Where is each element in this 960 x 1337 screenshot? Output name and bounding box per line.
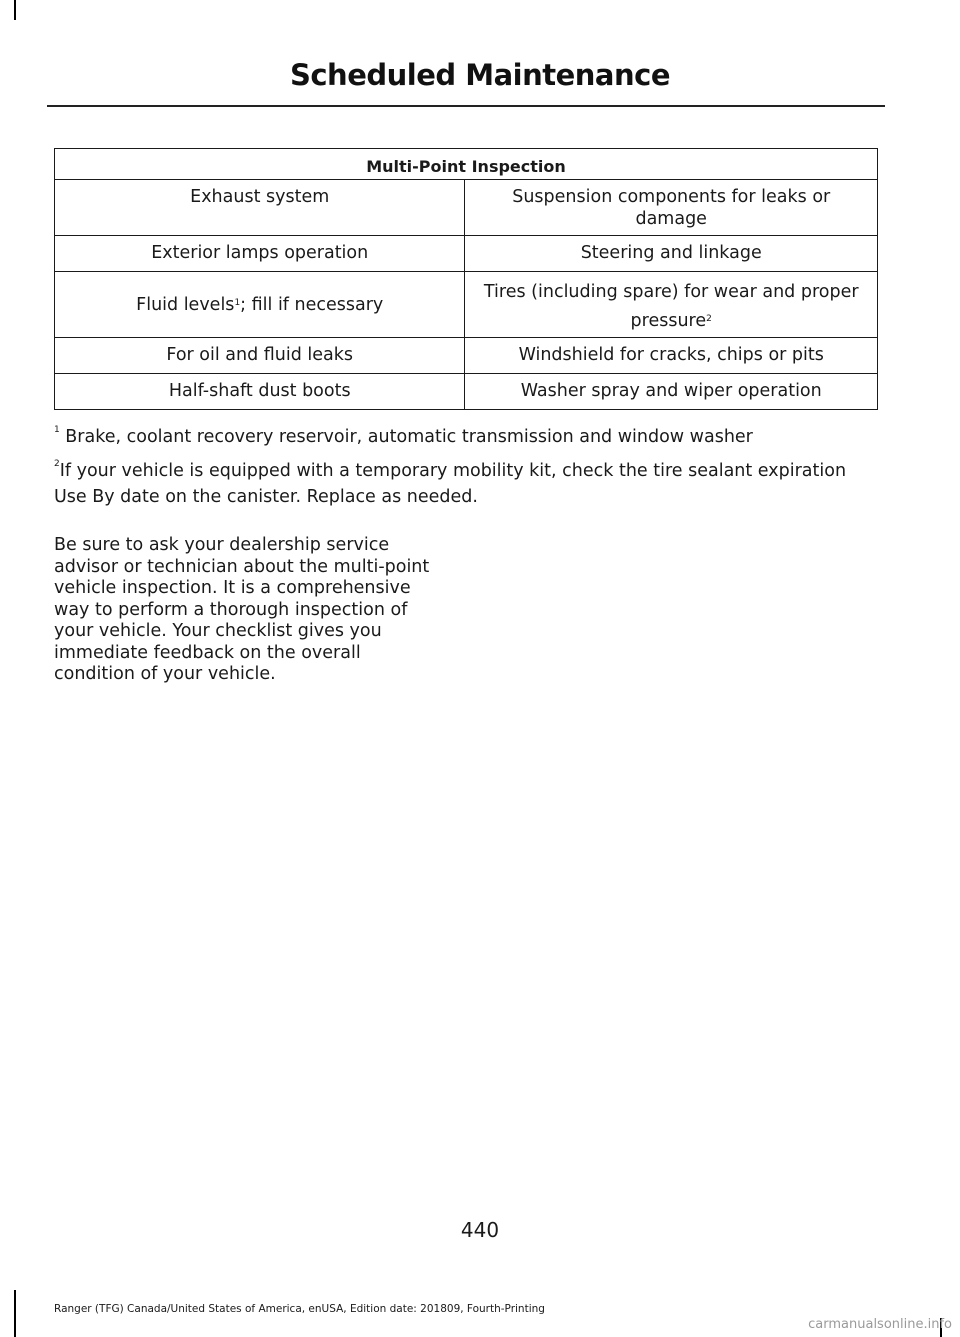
body-paragraph: Be sure to ask your dealership service advisor or technician about the multi-point vehicle inspection. It is a comprehensive way to perform a thorough inspection of your vehicle. Your checklist gives you immediate feedback on the overall condition of your vehicle. xyxy=(54,535,430,684)
table-cell-line xyxy=(467,307,875,336)
crop-mark-bottom-left xyxy=(14,1290,16,1337)
multi-point-inspection-table xyxy=(54,148,878,410)
table-cell-left: Exhaust system xyxy=(55,180,465,236)
table-cell-right xyxy=(465,180,878,236)
edition-footer: Ranger (TFG) Canada/United States of America, enUSA, Edition date: 201809, Fourth-Printing xyxy=(54,1303,545,1315)
table-cell-text: Tires (including spare) for wear and proper xyxy=(483,282,859,302)
table-cell-left: For oil and fluid leaks xyxy=(55,338,465,374)
table-row xyxy=(55,338,878,374)
table-row xyxy=(55,272,878,338)
footnote-text: If your vehicle is equipped with a temporary mobility kit, check the tire sealant expiration xyxy=(59,461,847,481)
footnote-marker: 1 xyxy=(54,425,60,435)
table-heading: Multi-Point Inspection xyxy=(55,149,878,180)
table-cell-text: Fluid levels xyxy=(136,294,235,315)
table-row xyxy=(55,374,878,410)
footnote-marker: 2 xyxy=(54,459,60,469)
title-divider xyxy=(47,105,885,107)
footnote-ref: 1 xyxy=(234,297,241,308)
table-cell-left xyxy=(55,272,465,338)
table-cell-right: Steering and linkage xyxy=(465,236,878,272)
table-cell-right: Windshield for cracks, chips or pits xyxy=(465,338,878,374)
footnote-2-continued: Use By date on the canister. Replace as needed. xyxy=(54,487,478,507)
footnote-ref: 2 xyxy=(706,314,712,324)
table-cell-left: Half-shaft dust boots xyxy=(55,374,465,410)
table-row xyxy=(55,180,878,236)
table-cell-text: pressure xyxy=(630,311,707,331)
table-cell-text: ; fill if necessary xyxy=(240,294,384,315)
page-number: 440 xyxy=(460,1218,500,1242)
watermark: carmanualsonline.info xyxy=(808,1317,952,1332)
footnote-1 xyxy=(54,427,753,447)
table-cell-right xyxy=(465,272,878,338)
table-cell-left: Exterior lamps operation xyxy=(55,236,465,272)
crop-mark-top-left xyxy=(14,0,16,20)
table-cell-right: Washer spray and wiper operation xyxy=(465,374,878,410)
table-header-row xyxy=(55,149,878,180)
footnote-2 xyxy=(54,461,846,481)
footnote-text: Brake, coolant recovery reservoir, automatic transmission and window washer xyxy=(59,427,753,447)
table-row xyxy=(55,236,878,272)
page-title: Scheduled Maintenance xyxy=(289,58,671,92)
table-cell-text: Suspension components for leaks or damage xyxy=(512,187,831,229)
